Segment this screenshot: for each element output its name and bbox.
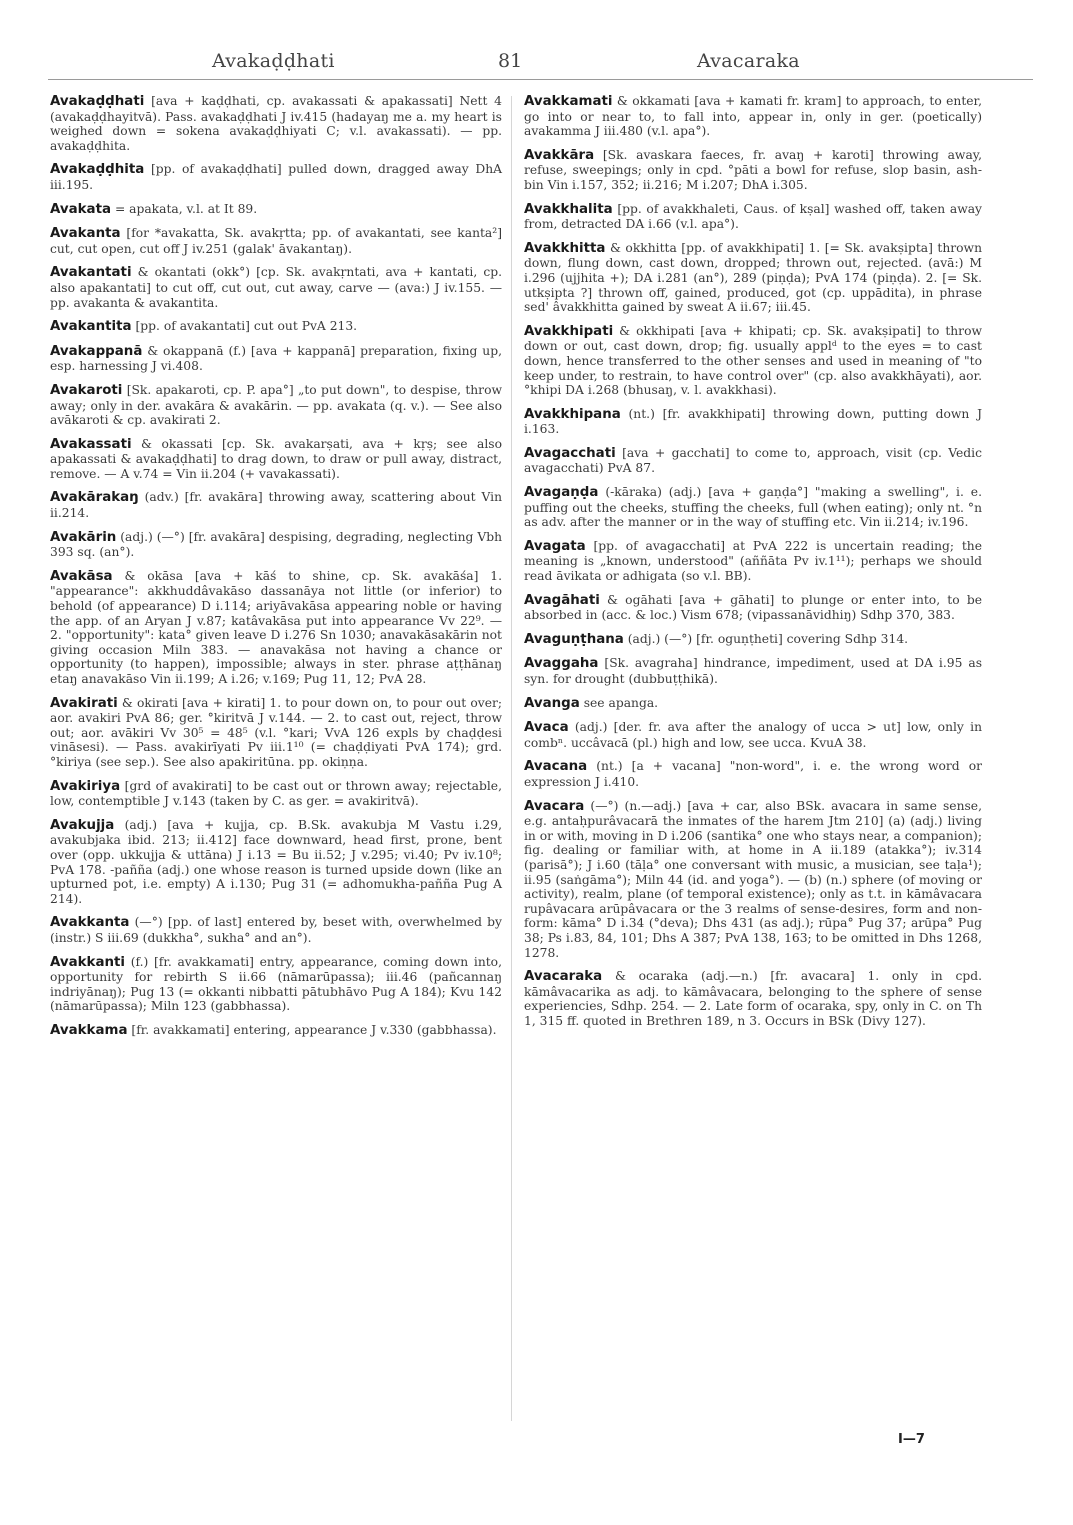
signature-mark: I—7	[898, 1432, 925, 1447]
left-column	[50, 94, 502, 1047]
entry-headword: Avakantita	[50, 319, 132, 335]
entry-headword: Avakaḍḍhita	[50, 162, 145, 178]
entry-headword: Avaca	[524, 720, 569, 736]
dictionary-entry	[50, 437, 502, 482]
dictionary-entry	[50, 383, 502, 428]
dictionary-entry	[50, 319, 502, 335]
entry-text: (adj.) [der. fr. ava after the analogy of ucca > ut] low, only in combⁿ. uccâvacā (pl.) high and low, see ucca. KvuA 38.	[524, 720, 982, 750]
entry-text: (adj.) [ava + kujja, cp. B.Sk. avakubja M Vastu i.29, avakubjaka ibid. 213; ii.412] face downward, head first, prone, bent over (opp. ukkujja & uttāna) J i.13 = Bu ii.52; J v.295; vi.40; Pv iv.10⁸; PvA 178. -pañña (adj.) one whose reason is turned upside down (like an upturned pot, i.e. empty) A i.130; Pug 31 (= adhomukha-pañña Pug A 214).	[50, 817, 502, 906]
entry-text: [Sk. avaskara faeces, fr. avaŋ + karoti] throwing away, refuse, sweepings; only in cpd. °pāti a bowl for refuse, slop basin, ash-bin Vin i.157, 352; ii.216; M i.207; DhA i.305.	[524, 147, 982, 192]
dictionary-entry	[50, 265, 502, 310]
dictionary-entry	[524, 485, 982, 530]
entry-headword: Avakkāra	[524, 147, 595, 163]
entry-headword: Avakkama	[50, 1022, 128, 1038]
dictionary-entry	[524, 148, 982, 193]
dictionary-entry	[50, 530, 502, 560]
entry-headword: Avakujja	[50, 817, 115, 833]
entry-headword: Avakiriya	[50, 778, 121, 794]
entry-headword: Avakārakaŋ	[50, 490, 139, 506]
entry-text: & okkamati [ava + kamati fr. kram] to approach, to enter, go into or near to, to fall into, appear in, only in ger. (poetically) avakamma J iii.480 (v.l. apa°).	[524, 94, 982, 139]
header-left-headword: Avakaḍḍhati	[212, 50, 335, 72]
entry-text: [pp. of avakantati] cut out PvA 213.	[131, 319, 358, 334]
header-right-headword: Avacaraka	[697, 50, 800, 72]
entry-headword: Avagata	[524, 538, 586, 554]
entry-headword: Avakkhitta	[524, 240, 606, 256]
dictionary-entry	[524, 656, 982, 686]
dictionary-entry	[50, 955, 502, 1014]
dictionary-entry	[524, 202, 982, 232]
entry-text: & ogāhati [ava + gāhati] to plunge or enter into, to be absorbed in (acc. & loc.) Vism 678; (vipassanāvidhiŋ) Sdhp 370, 383.	[524, 592, 982, 623]
running-header	[40, 50, 1033, 80]
entry-text: (f.) [fr. avakkamati] entry, appearance, coming down into, opportunity for rebirth S ii.66 (nāmarūpassa); iii.46 (pañcannaŋ indriyānaŋ); Pug 13 (= okkanti nibbatti pātubhāvo Pug A 184); Kvu 142 (nāmarūpassa); Miln 123 (gabbhassa).	[50, 954, 502, 1014]
entry-headword: Avakkanti	[50, 954, 126, 970]
dictionary-entry	[50, 490, 502, 520]
dictionary-entry	[50, 818, 502, 907]
entry-headword: Avakāsa	[50, 568, 113, 584]
entry-text: [ava + gacchati] to come to, approach, visit (cp. Vedic avagacchati) PvA 87.	[524, 445, 982, 476]
entry-headword: Avakappanā	[50, 343, 143, 359]
entry-text: [pp. of avagacchati] at PvA 222 is uncertain reading; the meaning is „known, understood" (aññāta Pv iv.1¹¹); perhaps we should read āvikata or adhigata (so v.l. BB).	[524, 538, 982, 584]
dictionary-entry	[50, 202, 502, 218]
entry-text: (—°) (n.—adj.) [ava + car, also BSk. avacara in same sense, e.g. antaḥpurâvacarā the inmates of the harem Jtm 210] (a) (adj.) living in or with, moving in D i.206 (santika° one who stays near, a companion); fig. dealing or familiar with, at home in A ii.189 (atakka°); iv.314 (parisā°); J i.60 (tāḷa° one conversant with music, a musician, see taḷa¹); ii.95 (saṅgāma°); Miln 44 (id. and yoga°). — (b) (n.) sphere (of moving or activity), realm, plane (of temporal existence); only as t.t. in kāmâvacara rupâvacara arūpâvacara or the 3 realms of sense-desires, form and non-form: kāma° D i.34 (°deva); Dhs 431 (as adj.); rūpa° Pug 37; arūpa° Pug 38; Ps i.83, 84, 101; Dhs A 387; PvA 138, 163; to be omitted in Dhs 1268, 1278.	[524, 798, 982, 960]
entry-text: (adj.) (—°) [fr. avakāra] despising, degrading, neglecting Vbh 393 sq. (an°).	[50, 529, 502, 560]
right-column	[524, 94, 982, 1037]
entry-text: & okāsa [ava + kāś to shine, cp. Sk. avakāśa] 1. "appearance": akkhuddâvakāso dassanāya not little (or inferior) to behold (of appearance) D i.114; ariyāvakāsa appearing noble or having the app. of an Aryan J v.87; katâvakāsa put into appearance Vv 22⁹. — 2. "opportunity": kata° given leave D i.276 Sn 1030; anavakāsakārin not giving occasion Miln 383. — anavakāsa not having a chance or opportunity (to happen), impossible; always in ster. phrase aṭṭhānaŋ etaŋ anavakāso Vin ii.199; A i.26; v.169; Pug 11, 12; PvA 28.	[50, 568, 502, 686]
entry-text: (nt.) [a + vacana] "non-word", i. e. the wrong word or expression J i.410.	[524, 759, 982, 789]
entry-headword: Avakkhipana	[524, 406, 621, 422]
dictionary-entry	[524, 539, 982, 584]
dictionary-entry	[524, 407, 982, 437]
entry-headword: Avakaḍḍhati	[50, 94, 145, 109]
dictionary-entry	[50, 696, 502, 770]
header-rule	[48, 79, 1033, 80]
entry-text: [Sk. apakaroti, cp. P. apa°] „to put down", to despise, throw away; only in der. avakāra & avakārin. — pp. avakata (q. v.). — See also avākaroti & cp. avakirati 2.	[50, 382, 502, 428]
entry-text: & okkhitta [pp. of avakkhipati] 1. [= Sk. avakṣipta] thrown down, flung down, cast down, dropped; thrown out, rejected. (avā:) M i.296 (ujjhita +); DA i.281 (an°), 289 (piṇḍa); PvA 174 (piṇḍa). 2. [= Sk. utkṣipta ?] thrown off, gained, produced, got (cp. uppādita), in phrase sed' âvakkhitta gained by sweat A ii.67; iii.45.	[524, 240, 982, 315]
entry-headword: Avakata	[50, 201, 112, 217]
entry-headword: Avakantati	[50, 265, 132, 281]
entry-text: & okkhipati [ava + khipati; cp. Sk. avakṣipati] to throw down or out, cast down, drop; fig. usually applᵈ to the eyes = to cast down, hence transferred to the other senses and used in meaning of "to keep under, to restrain, to have control over" (cp. also avakkhāyati), aor. °khipi DA i.268 (bhusaŋ, v. l. avakkhasi).	[524, 323, 982, 398]
entry-text: (adv.) [fr. avakāra] throwing away, scattering about Vin ii.214.	[50, 490, 502, 521]
entry-text: & ocaraka (adj.—n.) [fr. avacara] 1. only in cpd. kāmâvacarika as adj. to kāmâvacara, belonging to the sphere of sense experiencies, Sdhp. 254. — 2. Late form of ocaraka, spy, only in C. on Th 1, 315 ff. quoted in Brethren 189, n 3. Occurs in BSk (Divy 127).	[524, 969, 982, 1028]
dictionary-entry	[50, 569, 502, 687]
entry-text: (adj.) (—°) [fr. oguṇṭheti] covering Sdhp 314.	[623, 631, 909, 646]
entry-headword: Avacaraka	[524, 969, 603, 985]
dictionary-entry	[524, 593, 982, 623]
entry-text: & okappanā (f.) [ava + kappanā] preparation, fixing up, esp. harnessing J vi.408.	[50, 343, 502, 374]
entry-headword: Avakkamati	[524, 94, 613, 109]
dictionary-entry	[50, 915, 502, 945]
dictionary-entry	[524, 324, 982, 398]
dictionary-entry	[524, 446, 982, 476]
dictionary-entry	[50, 226, 502, 256]
entry-text: & okantati (okk°) [cp. Sk. avakṛntati, ava + kantati, cp. also apakantati] to cut off, cut out, cut away, carve — (ava:) J iv.155. — pp. avakanta & avakantita.	[50, 265, 502, 310]
entry-headword: Avacara	[524, 798, 585, 814]
entry-text: [Sk. avagraha] hindrance, impediment, used at DA i.95 as syn. for drought (dubbuṭṭhikā).	[524, 656, 982, 686]
dictionary-entry	[524, 799, 982, 961]
page-number: 81	[498, 50, 523, 72]
entry-text: [grd of avakirati] to be cast out or thrown away; rejectable, low, contemptible J v.143 (taken by C. as ger. = avakiritvā).	[50, 778, 502, 809]
entry-headword: Avakkhalita	[524, 201, 613, 217]
entry-headword: Avakkhipati	[524, 323, 614, 339]
entry-headword: Avacana	[524, 759, 588, 775]
dictionary-entry	[524, 759, 982, 789]
entry-text: (nt.) [fr. avakkhipati] throwing down, putting down J i.163.	[524, 406, 982, 437]
dictionary-entry	[524, 969, 982, 1028]
entry-headword: Avagacchati	[524, 445, 616, 461]
entry-text: [pp. of avakkhaleti, Caus. of kṣal] washed off, taken away from, detracted DA i.66 (v.l. apa°).	[524, 201, 982, 232]
entry-text: [ava + kaḍḍhati, cp. avakassati & apakassati] Nett 4 (avakaḍḍhayitvā). Pass. avakaḍḍhati J iv.415 (hadayaŋ me a. my heart is weighed down = sokena avakaḍḍhiyati C; v.l. avakassati). — pp. avakaḍḍhita.	[50, 94, 502, 153]
entry-headword: Avakanta	[50, 226, 121, 242]
dictionary-entry	[50, 162, 502, 192]
entry-headword: Avakkanta	[50, 915, 130, 931]
dictionary-entry	[524, 720, 982, 750]
entry-text: (—°) [pp. of last] entered by, beset with, overwhelmed by (instr.) S iii.69 (dukkha°, sukha° and an°).	[50, 915, 502, 945]
entry-headword: Avakassati	[50, 436, 132, 452]
entry-text: see apanga.	[579, 695, 659, 710]
entry-text: & okirati [ava + kirati] 1. to pour down on, to pour out over; aor. avakiri PvA 86; ger. °kiritvā J v.144. — 2. to cast out, reject, throw out; aor. avākiri Vv 30⁵ = 48⁵ (v.l. °kari; VvA 126 expls by chaḍḍesi vināsesi). — Pass. avakirīyati Pv iii.1¹⁰ (= chaḍḍiyati PvA 174); grd. °kiriya (see sep.). See also apakiritūna. pp. okiṇṇa.	[50, 695, 502, 769]
entry-text: [pp. of avakaḍḍhati] pulled down, dragged away DhA iii.195.	[50, 162, 502, 192]
dictionary-entry	[524, 696, 982, 712]
dictionary-entry	[50, 344, 502, 374]
dictionary-entry	[524, 241, 982, 315]
dictionary-entry	[524, 632, 982, 648]
entry-text: = apakata, v.l. at It 89.	[111, 201, 258, 216]
dictionary-entry	[50, 779, 502, 809]
entry-text: [fr. avakkamati] entering, appearance J v.330 (gabbhassa).	[127, 1022, 497, 1037]
entry-headword: Avagaṇḍa	[524, 485, 599, 501]
dictionary-entry	[50, 1023, 502, 1039]
entry-headword: Avakārin	[50, 529, 117, 545]
entry-headword: Avakirati	[50, 695, 118, 711]
entry-headword: Avagāhati	[524, 592, 600, 608]
entry-headword: Avakaroti	[50, 382, 123, 398]
dictionary-entry	[50, 94, 502, 153]
entry-headword: Avanga	[524, 695, 580, 711]
column-divider	[511, 96, 512, 1421]
entry-headword: Avaguṇṭhana	[524, 631, 624, 647]
dictionary-entry	[524, 94, 982, 139]
entry-text: [for *avakatta, Sk. avakṛtta; pp. of avakantati, see kanta²] cut, cut open, cut off J iv.251 (galak' āvakantaŋ).	[50, 226, 502, 256]
entry-text: & okassati [cp. Sk. avakarṣati, ava + kṛṣ; see also apakassati & avakaḍḍhati] to drag down, to draw or pull away, distract, remove. — A v.74 = Vin ii.204 (+ vavakassati).	[50, 436, 502, 481]
entry-headword: Avaggaha	[524, 656, 599, 672]
entry-text: (-kāraka) (adj.) [ava + gaṇḍa°] "making a swelling", i. e. puffing out the cheeks, stuffing the cheeks, full (when eating); only nt. °n as adv. after the manner or in the way of stuffing etc. Vin ii.214; iv.196.	[524, 485, 982, 530]
